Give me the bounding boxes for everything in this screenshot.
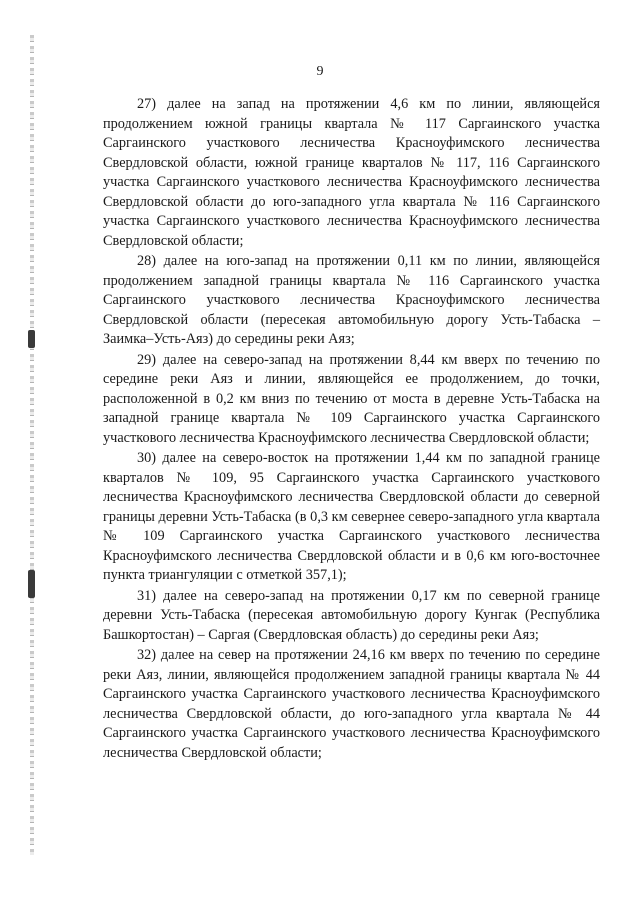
paragraph-27: 27) далее на запад на протяжении 4,6 км по линии, являющейся продолжением южной границы квартала № 117 Саргаинского участка Саргаинского участкового лесничества Красноуфимского лесничества Свердловской области, южной границе кварталов № 117, 116 Саргаинского участка Саргаинского участкового лесничества Красноуфимского лесничества Свердловской области до юго-западного угла квартала № 116 Саргаинского участка Саргаинского участкового лесничества Красноуфимского лесничества Свердловской области; bbox=[103, 96, 600, 249]
page-number: 9 bbox=[316, 64, 324, 79]
paragraph-32: 32) далее на север на протяжении 24,16 км вверх по течению по середине реки Аяз, линии, являющейся продолжением западной границы квартала № 44 Саргаинского участка Саргаинского участкового лесничества Красноуфимского лесничества Свердловской области, до юго-западного угла квартала № 44 Саргаинского участка Саргаинского участкового лесничества Красноуфимского лесничества Свердловской области; bbox=[103, 647, 600, 761]
paragraph-30: 30) далее на северо-восток на протяжении 1,44 км по западной границе кварталов № 109, 95 Саргаинского участка Саргаинского участкового лесничества Красноуфимского лесничества Свердловской области до северной границы деревни Усть-Табаска (в 0,3 км севернее северо-западного угла квартала № 109 Саргаинского участка Саргаинского участкового лесничества Красноуфимского лесничества Свердловской области и в 0,6 км юго-восточнее пункта триангуляции с отметкой 357,1); bbox=[103, 450, 600, 583]
paragraph-29: 29) далее на северо-запад на протяжении 8,44 км вверх по течению по середине реки Аяз и линии, являющейся ее продолжением, до точки, расположенной в 0,2 км вниз по течению от моста в деревне Усть-Табаска на западной границе квартала № 109 Саргаинского участка Саргаинского участкового лесничества Красноуфимского лесничества Свердловской области; bbox=[103, 351, 600, 446]
paragraph-28: 28) далее на юго-запад на протяжении 0,11 км по линии, являющейся продолжением западной границы квартала № 116 Саргаинского участка Саргаинского участкового лесничества Красноуфимского лесничества Свердловской области (пересекая автомобильную дорогу Усть-Табаска – Заимка–Усть-Аяз) до середины реки Аяз; bbox=[103, 253, 600, 347]
scan-edge-artifact bbox=[30, 35, 34, 855]
paragraph-31: 31) далее на северо-запад на протяжении 0,17 км по северной границе деревни Усть-Табаска (пересекая автомобильную дорогу Кунгак (Республика Башкортостан) – Саргая (Свердловская область) до середины реки Аяз; bbox=[103, 587, 600, 643]
scan-mark bbox=[28, 330, 35, 348]
document-body bbox=[103, 95, 600, 764]
scan-mark bbox=[28, 570, 35, 598]
